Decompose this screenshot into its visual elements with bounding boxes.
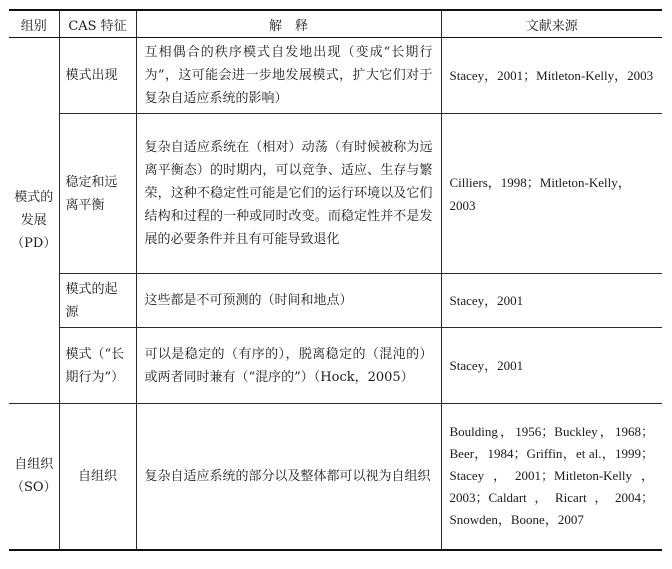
source-cell: Cilliers，1998；Mitleton-Kelly，2003 <box>441 114 662 274</box>
header-feature: CAS 特征 <box>59 10 136 38</box>
explanation-cell: 复杂自适应系统的部分以及整体都可以视为自组织 <box>136 404 441 550</box>
table-row <box>9 274 662 328</box>
feature-cell: 自组织 <box>59 404 136 550</box>
group-label: 自组织（SO） <box>9 404 59 550</box>
group-label: 模式的发展（PD） <box>9 38 59 404</box>
explanation-cell: 互相偶合的秩序模式自发地出现（变成“长期行为”，这可能会进一步地发展模式，扩大它们对于复杂自适应系统的影响） <box>136 38 441 114</box>
feature-cell: 模式（“长期行为”） <box>59 328 136 404</box>
cas-features-table <box>9 9 662 551</box>
feature-cell: 模式出现 <box>59 38 136 114</box>
source-cell: Stacey，2001 <box>441 328 662 404</box>
explanation-cell: 可以是稳定的（有序的），脱离稳定的（混沌的）或两者同时兼有（“混序的”）（Hock，2005） <box>136 328 441 404</box>
explanation-cell: 这些都是不可预测的（时间和地点） <box>136 274 441 328</box>
source-cell: Stacey，2001；Mitleton-Kelly，2003 <box>441 38 662 114</box>
source-cell: Boulding，1956；Buckley，1968；Beer，1984；Griffin，et al.，1999；Stacey，2001；Mitleton-Kelly，2003；Caldart，Ricart，2004；Snowden，Boone，2007 <box>441 404 662 550</box>
feature-cell: 模式的起源 <box>59 274 136 328</box>
header-source: 文献来源 <box>441 10 662 38</box>
feature-cell: 稳定和远离平衡 <box>59 114 136 274</box>
header-explanation: 解 释 <box>136 10 441 38</box>
table-row <box>9 328 662 404</box>
explanation-cell: 复杂自适应系统在（相对）动荡（有时候被称为远离平衡态）的时期内，可以竞争、适应、生存与繁荣，这种不稳定性可能是它们的运行环境以及它们结构和过程的一种或同时改变。而稳定性并不是发展的必要条件并且有可能导致退化 <box>136 114 441 274</box>
table-row <box>9 38 662 114</box>
table-row <box>9 404 662 550</box>
source-cell: Stacey，2001 <box>441 274 662 328</box>
table-row <box>9 114 662 274</box>
header-group: 组别 <box>9 10 59 38</box>
table-header-row <box>9 10 662 38</box>
